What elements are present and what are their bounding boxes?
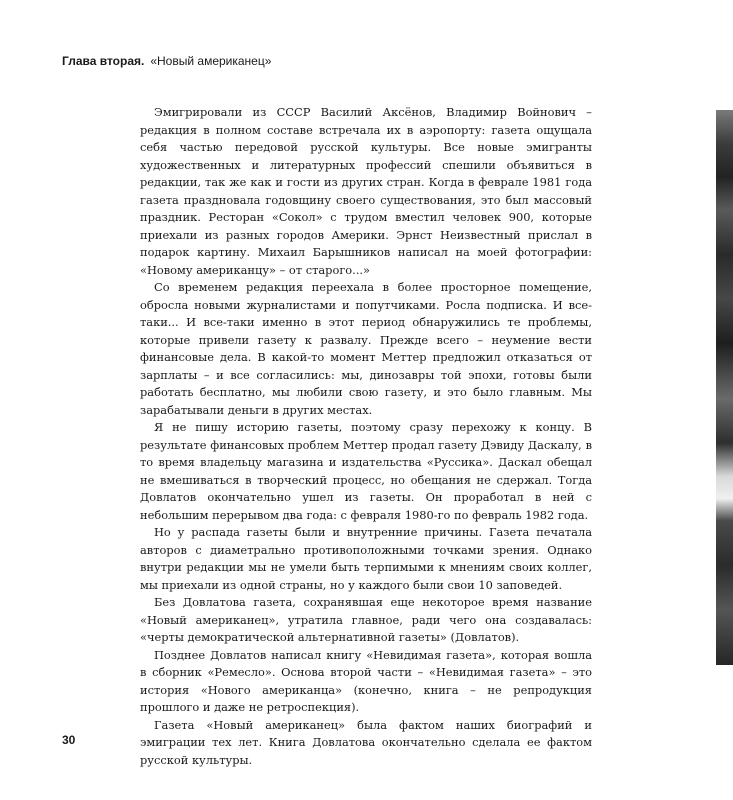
paragraph: Со временем редакция переехала в более просторное помещение, обросла новыми журналистами и попутчиками. Росла подписка. И все-таки... И все-таки именно в этот период обнаружились те проблемы, которые привели газету к развалу. Прежде всего – неумение вести финансовые дела. В какой-то момент Меттер предложил отказаться от зарплаты – и все согласились: мы, динозавры той эпохи, готовы были работать бесплатно, мы любили свою газету, и это было главным. Мы зарабатывали деньги в других местах. [140, 280, 592, 417]
page-number: 30 [62, 733, 76, 747]
paragraph: Эмигрировали из СССР Василий Аксёнов, Владимир Войнович – редакция в полном составе встречала их в аэропорту: газета ощущала себя частью передовой русской культуры. Все новые эмигранты художественных и литературных профессий спешили объявиться в редакции, так же как и гости из других стран. Когда в феврале 1981 года газета праздновала годовщину своего существования, это был массовый праздник. Ресторан «Сокол» с трудом вместил человек 900, которые приехали из разных городов Америки. Эрнст Неизвестный прислал в подарок картину. Михаил Барышников написал на моей фотографии: «Новому американцу» – от старого...» [140, 105, 592, 277]
photo-edge [716, 110, 733, 665]
chapter-title: «Новый американец» [150, 54, 272, 68]
paragraph: Позднее Довлатов написал книгу «Невидимая газета», которая вошла в сборник «Ремесло». Основа второй части – «Невидимая газета» – это история «Нового американца» (конечно, книга – не репродукция прошлого и даже не ретроспекция). [140, 647, 592, 714]
paragraph: Газета «Новый американец» была фактом наших биографий и эмиграции тех лет. Книга Довлатова окончательно сделала ее фактом русской культуры. [140, 717, 592, 767]
paragraph: Я не пишу историю газеты, поэтому сразу перехожу к концу. В результате финансовых проблем Меттер продал газету Дэвиду Даскалу, в то время владельцу магазина и издательства «Руссика». Даскал обещал не вмешиваться в творческий процесс, но обещания не сдержал. Тогда Довлатов окончательно ушел из газеты. Он проработал в ней с небольшим перерывом два года: с февраля 1980-го по февраль 1982 года. [140, 420, 592, 522]
paragraph: Но у распада газеты были и внутренние причины. Газета печатала авторов с диаметрально противоположными точками зрения. Однако внутри редакции мы не умели быть терпимыми к мнениям своих коллег, мы приехали из одной страны, но у каждого были свои 10 заповедей. [140, 525, 592, 592]
chapter-label: Глава вторая. [62, 54, 145, 68]
body-text [140, 104, 592, 769]
running-header [62, 54, 271, 68]
paragraph: Без Довлатова газета, сохранявшая еще некоторое время название «Новый американец», утратила главное, ради чего она создавалась: «черты демократической альтернативной газеты» (Довлатов). [140, 595, 592, 644]
